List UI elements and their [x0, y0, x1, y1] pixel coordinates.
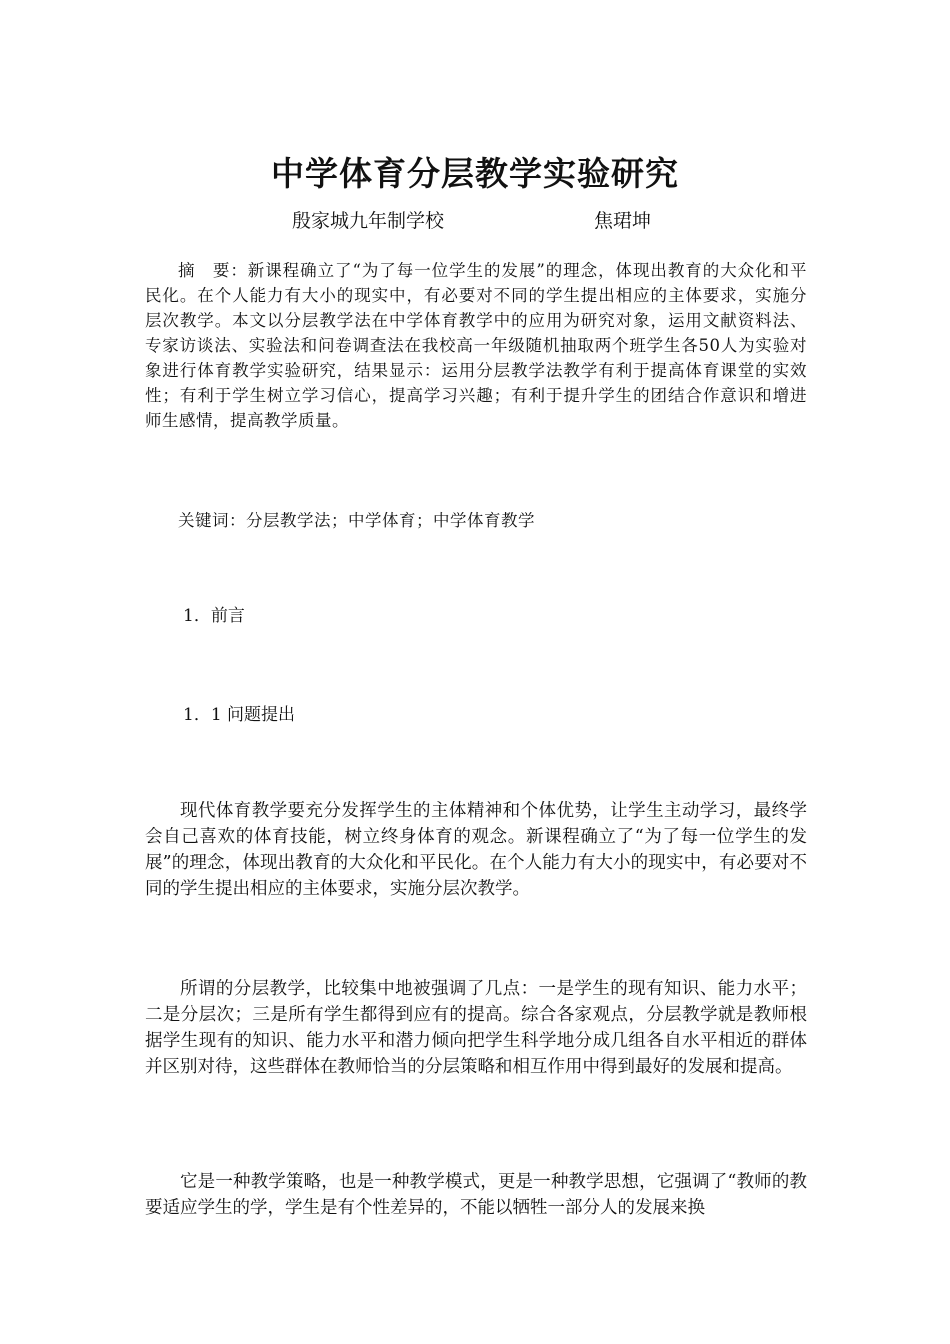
keywords-line: 关键词：分层教学法；中学体育；中学体育教学: [178, 511, 535, 530]
document-title: 中学体育分层教学实验研究: [271, 154, 679, 193]
author-name: 焦珺坤: [594, 210, 652, 232]
body-paragraph: 它是一种教学策略，也是一种教学模式，更是一种教学思想，它强调了“教师的教要适应学生的学，学生是有个性差异的，不能以牺牲一部分人的发展来换: [145, 1172, 807, 1218]
subsection-heading-problem: 1．1 问题提出: [183, 705, 296, 725]
body-paragraph: 现代体育教学要充分发挥学生的主体精神和个体优势，让学生主动学习，最终学会自己喜欢的体育技能，树立终身体育的观念。新课程确立了“为了每一位学生的发展”的理念，体现出教育的大众化和平民化。在个人能力有大小的现实中，有必要对不同的学生提出相应的主体要求，实施分层次教学。: [145, 801, 807, 899]
abstract-paragraph: 摘 要：新课程确立了“为了每一位学生的发展”的理念，体现出教育的大众化和平民化。在个人能力有大小的现实中，有必要对不同的学生提出相应的主体要求，实施分层次教学。本文以分层教学法在中学体育教学中的应用为研究对象，运用文献资料法、专家访谈法、实验法和问卷调查法在我校高一年级随机抽取两个班学生各50人为实验对象进行体育教学实验研究，结果显示：运用分层教学法教学有利于提高体育课堂的实效性；有利于学生树立学习信心，提高学习兴趣；有利于提升学生的团结合作意识和增进师生感情，提高教学质量。: [145, 261, 807, 430]
section-heading-introduction: 1．前言: [183, 606, 245, 626]
body-paragraph: 所谓的分层教学，比较集中地被强调了几点：一是学生的现有知识、能力水平；二是分层次；三是所有学生都得到应有的提高。综合各家观点，分层教学就是教师根据学生现有的知识、能力水平和潜力倾向把学生科学地分成几组各自水平相近的群体并区别对待，这些群体在教师恰当的分层策略和相互作用中得到最好的发展和提高。: [145, 979, 807, 1077]
school-name: 殷家城九年制学校: [292, 210, 445, 232]
